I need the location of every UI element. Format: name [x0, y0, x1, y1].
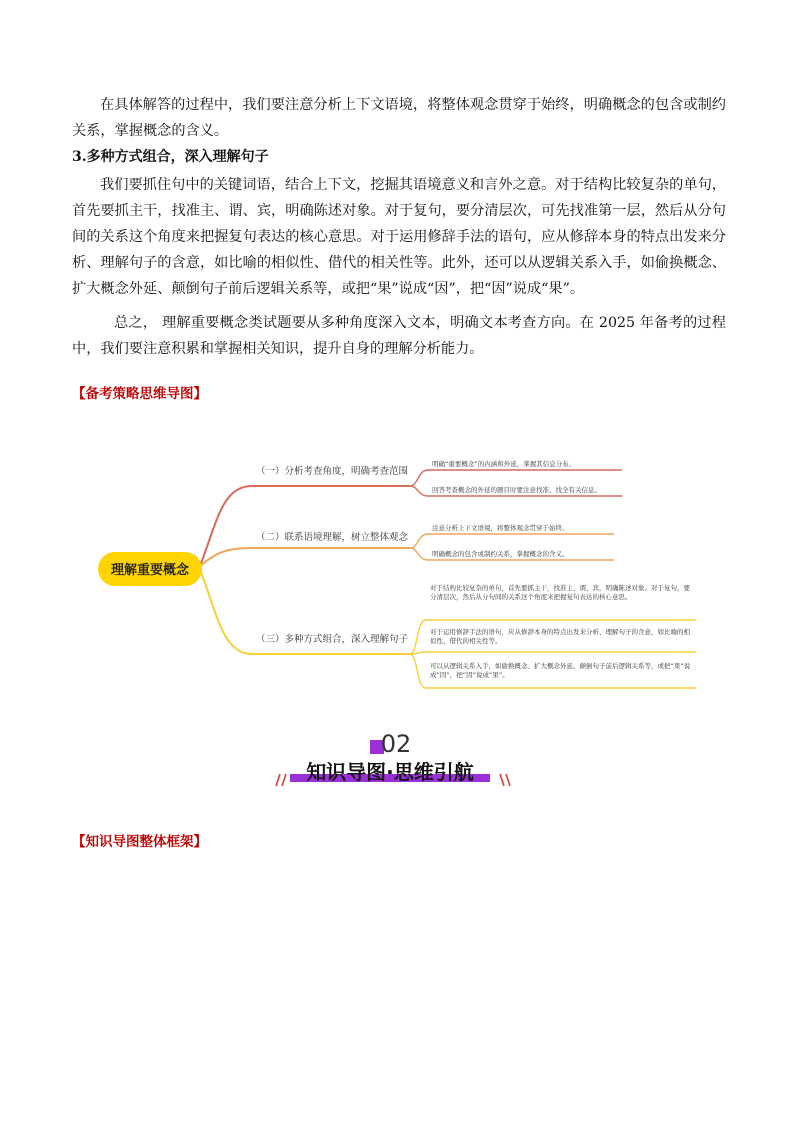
framework-label: 【知识导图整体框架】	[72, 834, 207, 850]
mind-map-root-label: 理解重要概念	[110, 563, 190, 578]
branch-3-leaf-3: 可以从逻辑关系入手，如偷换概念、扩大概念外延、颠倒句子前后逻辑关系等，或把“果”说成“因”，把“因”说成“果”。	[430, 662, 691, 679]
section-heading-3: 3.多种方式组合，深入理解句子	[72, 149, 269, 165]
branch-3-leaf-1: 对于结构比较复杂的单句，首先要抓主干，找准主、谓、宾，明确陈述对象。对于复句，要分清层次，然后从分句间的关系这个角度来把握复句表达的核心意思。	[430, 584, 690, 601]
strategy-map-label: 【备考策略思维导图】	[72, 386, 207, 402]
branch-3-leaf-2-line	[410, 652, 696, 654]
branch-3-leaf-2: 对于运用修辞手法的语句，应从修辞本身的特点出发来分析、理解句子的含意，如比喻的相似性、借代的相关性等。	[430, 628, 690, 645]
branch-1-leaf-1-line	[410, 470, 622, 486]
branch-3-title: （三）多种方式组合，深入理解句子	[256, 634, 409, 645]
paragraph-sentence-methods: 我们要抓住句中的关键词语，结合上下文，挖掘其语境意义和言外之意。对于结构比较复杂的单句，首先要抓主干，找准主、谓、宾，明确陈述对象。对于复句，要分清层次，可先找准第一层，然后从分句间的关系这个角度来把握复句表达的核心意思。对于运用修辞手法的语句，应从修辞本身的特点出发来分析、理解句子的含意，如比喻的相似性、借代的相关性等。此外，还可以从逻辑关系入手，如偷换概念、扩大概念外延、颠倒句子前后逻辑关系等，或把“果”说成“因”，把“因”说成“果”。	[72, 177, 726, 297]
branch-1-connector	[200, 486, 410, 566]
branch-2-leaf-1-line	[410, 534, 614, 548]
branch-3-leaf-1-box	[430, 584, 696, 620]
paragraph-summary: 总之， 理解重要概念类试题要从多种角度深入文本，明确文本考查方向。在 2025 年备考的过程中，我们要注意积累和掌握相关知识，提升自身的理解分析能力。	[72, 315, 726, 357]
section-title: 知识导图·思维引航	[306, 760, 474, 784]
branch-1-title: （一）分析考查角度，明确考查范围	[256, 466, 409, 477]
branch-3-leaf-3-box	[430, 662, 696, 688]
section-02-banner	[268, 728, 528, 794]
branch-2-leaf-2: 明确概念的包含或制约关系，掌握概念的含义。	[432, 550, 569, 558]
branch-2-connector	[200, 548, 410, 566]
left-slash-decoration	[276, 774, 286, 786]
branch-2-leaf-1: 注意分析上下文语境，将整体观念贯穿于始终。	[432, 524, 569, 532]
right-slash-decoration	[500, 774, 510, 786]
branch-1-leaf-2: 回答考查概念的外延的题目时要注意找准、找全有关信息。	[432, 486, 601, 494]
branch-3-leaf-2-box	[430, 628, 696, 652]
strategy-mind-map	[92, 452, 704, 692]
paragraph-context: 在具体解答的过程中，我们要注意分析上下文语境，将整体观念贯穿于始终，明确概念的包含或制约关系，掌握概念的含义。	[72, 97, 726, 139]
section-number: 02	[380, 730, 412, 758]
branch-1-leaf-1: 明确“重要概念”的内涵和外延，掌握其信息分布。	[432, 460, 576, 468]
branch-2-title: （二）联系语境理解，树立整体观念	[256, 532, 409, 543]
